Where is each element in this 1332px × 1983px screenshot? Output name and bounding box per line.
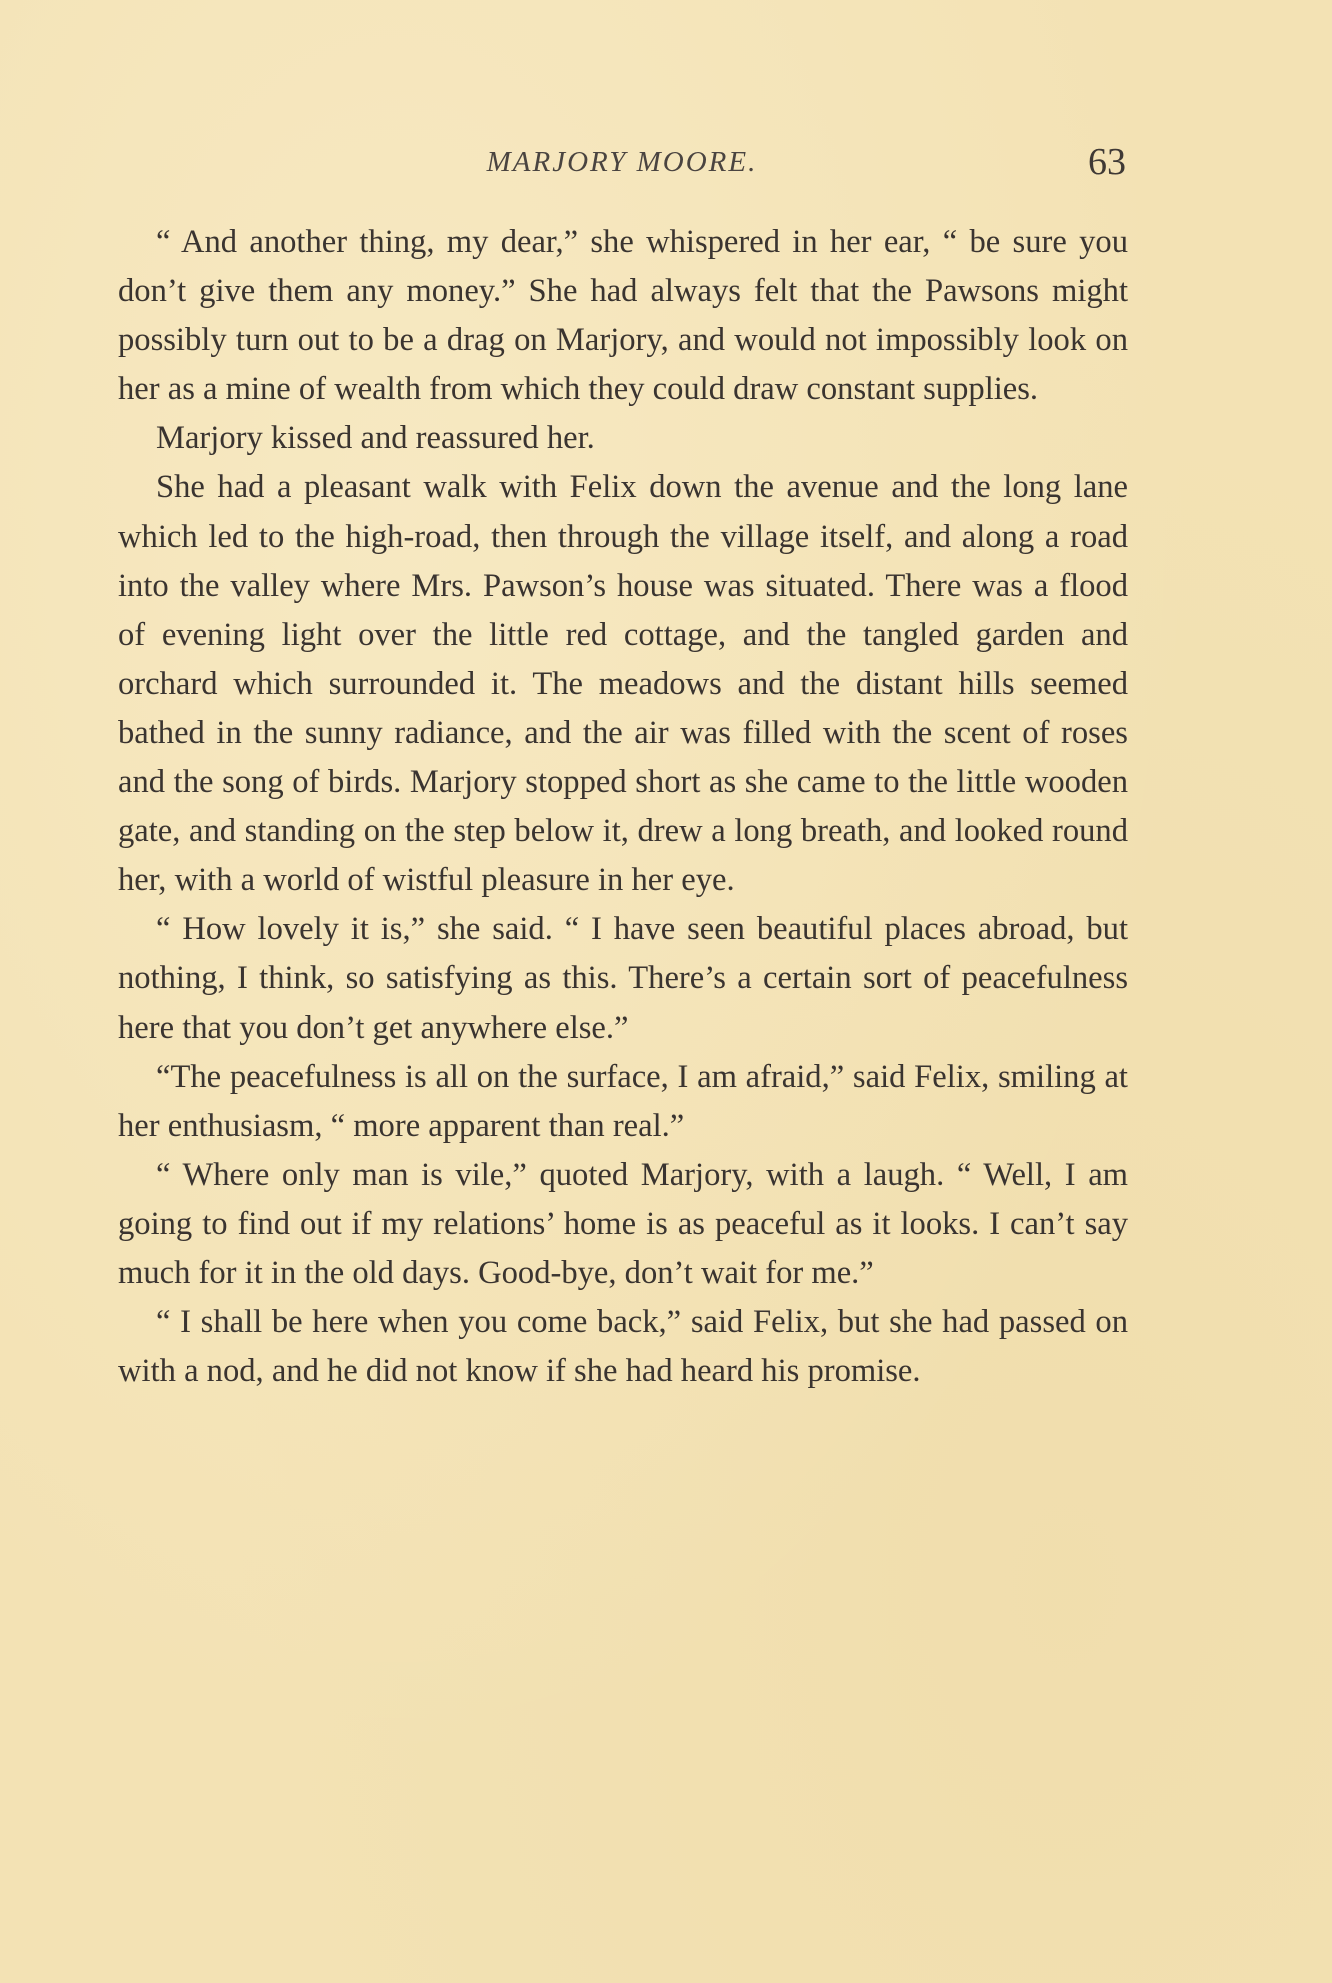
paragraph: Marjory kissed and reassured her. (156, 420, 595, 457)
paragraph: She had a pleasant walk with Felix down the avenue and the long lane which led to the high-road, then through the village itself, and along a road into the valley where Mrs. Pawson’s house was situated. There was a flood of evening light over the little red cottage, and the tangled garden and orchard which surrounded it. The meadows and the distant hills seemed bathed in the sunny radiance, and the air was filled with the scent of roses and the song of birds. Marjory stopped short as she came to the little wooden gate, and standing on the step below it, drew a long breath, and looked round her, with a world of wistful pleasure in her eye. (118, 469, 1128, 899)
running-head (118, 142, 1126, 192)
paragraph: “ I shall be here when you come back,” said Felix, but she had passed on with a nod, and he did not know if she had heard his promise. (118, 1304, 1128, 1390)
paragraph: “ How lovely it is,” she said. “ I have seen beautiful places abroad, but nothing, I think, so satisfying as this. There’s a certain sort of peacefulness here that you don’t get anywhere else.” (118, 911, 1128, 1046)
paragraph: “ Where only man is vile,” quoted Marjory, with a laugh. “ Well, I am going to find out if my relations’ home is as peaceful as it looks. I can’t say much for it in the old days. Good-bye, don’t wait for me.” (118, 1156, 1128, 1291)
paragraph: “The peacefulness is all on the surface, I am afraid,” said Felix, smiling at her enthusiasm, “ more apparent than real.” (118, 1058, 1128, 1144)
page-number: 63 (1088, 141, 1126, 183)
paragraph: “ And another thing, my dear,” she whispered in her ear, “ be sure you don’t give them any money.” She had always felt that the Pawsons might possibly turn out to be a drag on Marjory, and would not impossibly look on her as a mine of wealth from which they could draw constant supplies. (118, 224, 1128, 408)
text-block (118, 218, 1128, 1396)
running-title: MARJORY MOORE. (486, 146, 758, 178)
